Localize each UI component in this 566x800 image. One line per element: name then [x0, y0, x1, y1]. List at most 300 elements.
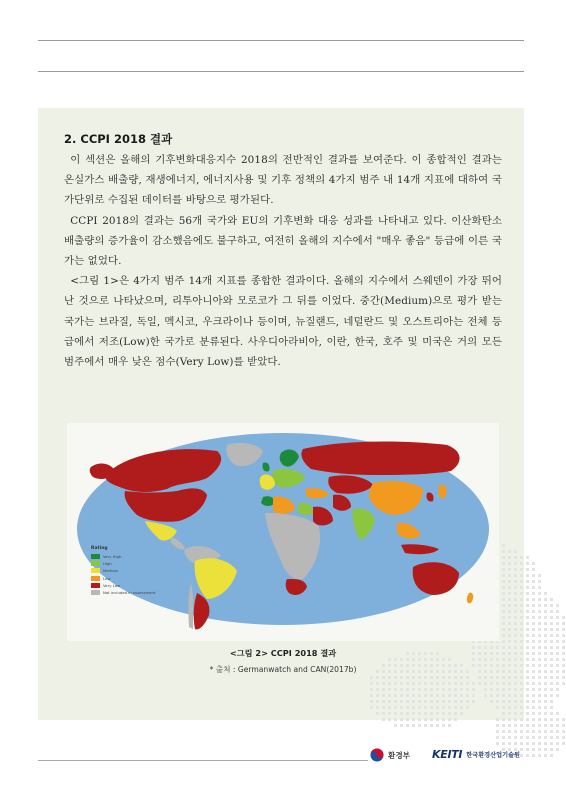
decorative-dot: [550, 682, 553, 685]
decorative-dot: [442, 694, 445, 697]
decorative-dot: [442, 700, 445, 703]
decorative-dot: [520, 628, 523, 631]
decorative-dot: [562, 634, 565, 637]
decorative-dot: [526, 574, 529, 577]
decorative-dot: [418, 700, 421, 703]
decorative-dot: [538, 574, 541, 577]
decorative-dot: [508, 616, 511, 619]
decorative-dot: [454, 688, 457, 691]
decorative-dot: [382, 682, 385, 685]
decorative-dot: [502, 724, 505, 727]
legend-item: [91, 567, 175, 574]
decorative-dot: [520, 682, 523, 685]
decorative-dot: [514, 712, 517, 715]
decorative-dot: [496, 736, 499, 739]
decorative-dot: [388, 712, 391, 715]
decorative-dot: [562, 616, 565, 619]
decorative-dot: [502, 580, 505, 583]
taegeuk-emblem-icon: [370, 748, 384, 762]
decorative-dot: [556, 622, 559, 625]
decorative-dot: [520, 592, 523, 595]
decorative-dot: [562, 628, 565, 631]
legend-item: [91, 589, 175, 596]
decorative-dot: [394, 700, 397, 703]
decorative-dot: [472, 700, 475, 703]
decorative-dot: [430, 712, 433, 715]
decorative-dot: [436, 712, 439, 715]
decorative-dot: [556, 718, 559, 721]
decorative-dot: [406, 676, 409, 679]
decorative-dot: [538, 748, 541, 751]
decorative-dot: [496, 718, 499, 721]
decorative-dot: [418, 724, 421, 727]
decorative-dot: [502, 568, 505, 571]
decorative-dot: [550, 610, 553, 613]
decorative-dot: [526, 754, 529, 757]
decorative-dot: [442, 724, 445, 727]
decorative-dot: [532, 604, 535, 607]
decorative-dot: [382, 694, 385, 697]
decorative-dot: [532, 640, 535, 643]
decorative-dot: [538, 628, 541, 631]
decorative-dot: [562, 736, 565, 739]
decorative-dot: [532, 598, 535, 601]
decorative-dot: [370, 688, 373, 691]
decorative-dot: [376, 712, 379, 715]
decorative-dot: [460, 700, 463, 703]
world-map-graphic: [67, 423, 499, 641]
decorative-dot: [520, 712, 523, 715]
decorative-dot: [466, 676, 469, 679]
header-rule-bottom: [38, 71, 524, 72]
keiti-logo: [432, 748, 520, 761]
decorative-dot: [448, 676, 451, 679]
decorative-dot: [460, 688, 463, 691]
decorative-dot: [508, 610, 511, 613]
decorative-dot: [556, 682, 559, 685]
decorative-dot: [454, 712, 457, 715]
decorative-dot: [478, 682, 481, 685]
decorative-dot: [490, 694, 493, 697]
decorative-dot: [454, 676, 457, 679]
decorative-dot: [454, 694, 457, 697]
decorative-dot: [448, 688, 451, 691]
decorative-dot: [520, 718, 523, 721]
decorative-dot: [526, 700, 529, 703]
decorative-dot: [514, 580, 517, 583]
decorative-dot: [544, 718, 547, 721]
decorative-dot: [532, 688, 535, 691]
decorative-dot: [502, 556, 505, 559]
decorative-dot: [400, 676, 403, 679]
decorative-dot: [514, 562, 517, 565]
paragraph-2: CCPI 2018의 결과는 56개 국가와 EU의 기후변화 대응 성과를 나타내고 있다. 이산화탄소 배출량의 증가율이 감소했음에도 불구하고, 여전히 올해의 지수에서 "매우 좋음" 등급에 이른 국가는 없었다.: [64, 214, 502, 268]
decorative-dot: [544, 676, 547, 679]
decorative-dot: [430, 700, 433, 703]
decorative-dot: [556, 694, 559, 697]
decorative-dot: [502, 586, 505, 589]
decorative-dot: [544, 592, 547, 595]
decorative-dot: [520, 586, 523, 589]
decorative-dot: [538, 604, 541, 607]
decorative-dot: [508, 574, 511, 577]
decorative-dot: [388, 694, 391, 697]
decorative-dot: [496, 688, 499, 691]
decorative-dot: [406, 724, 409, 727]
decorative-dot: [430, 706, 433, 709]
decorative-dot: [520, 562, 523, 565]
decorative-dot: [514, 616, 517, 619]
decorative-dot: [424, 682, 427, 685]
decorative-dot: [544, 616, 547, 619]
decorative-dot: [526, 556, 529, 559]
decorative-dot: [418, 712, 421, 715]
decorative-dot: [466, 700, 469, 703]
decorative-dot: [520, 598, 523, 601]
decorative-dot: [538, 742, 541, 745]
decorative-dot: [502, 550, 505, 553]
decorative-dot: [514, 700, 517, 703]
decorative-dot: [370, 694, 373, 697]
decorative-dot: [544, 700, 547, 703]
decorative-dot: [520, 622, 523, 625]
decorative-dot: [370, 676, 373, 679]
decorative-dot: [502, 694, 505, 697]
decorative-dot: [418, 706, 421, 709]
decorative-dot: [400, 718, 403, 721]
legend-label: Not included in assessment: [103, 590, 156, 596]
decorative-dot: [406, 694, 409, 697]
decorative-dot: [514, 676, 517, 679]
decorative-dot: [406, 682, 409, 685]
decorative-dot: [478, 676, 481, 679]
decorative-dot: [556, 616, 559, 619]
decorative-dot: [394, 712, 397, 715]
decorative-dot: [430, 694, 433, 697]
decorative-dot: [394, 706, 397, 709]
decorative-dot: [556, 724, 559, 727]
decorative-dot: [544, 754, 547, 757]
decorative-dot: [376, 706, 379, 709]
decorative-dot: [532, 700, 535, 703]
decorative-dot: [544, 688, 547, 691]
decorative-dot: [514, 682, 517, 685]
legend-label: Very High: [103, 554, 122, 560]
decorative-dot: [532, 592, 535, 595]
legend-swatch-medium: [91, 568, 100, 573]
decorative-dot: [514, 568, 517, 571]
decorative-dot: [400, 688, 403, 691]
decorative-dot: [550, 718, 553, 721]
decorative-dot: [520, 676, 523, 679]
decorative-dot: [550, 598, 553, 601]
decorative-dot: [496, 682, 499, 685]
decorative-dot: [550, 724, 553, 727]
decorative-dot: [544, 622, 547, 625]
section-title: 2. CCPI 2018 결과: [64, 132, 173, 146]
decorative-dot: [544, 742, 547, 745]
decorative-dot: [400, 682, 403, 685]
decorative-dot: [532, 682, 535, 685]
decorative-dot: [556, 742, 559, 745]
decorative-dot: [388, 700, 391, 703]
decorative-dot: [394, 724, 397, 727]
decorative-dot: [466, 688, 469, 691]
decorative-dot: [460, 712, 463, 715]
decorative-dot: [532, 712, 535, 715]
decorative-dot: [514, 622, 517, 625]
legend-item: [91, 582, 175, 589]
decorative-dot: [556, 610, 559, 613]
legend-label: Medium: [103, 568, 119, 574]
decorative-dot: [412, 706, 415, 709]
decorative-dot: [388, 706, 391, 709]
ccpi-world-map: [67, 423, 499, 641]
decorative-dot: [544, 724, 547, 727]
decorative-dot: [508, 694, 511, 697]
decorative-dot: [370, 706, 373, 709]
decorative-dot: [544, 628, 547, 631]
decorative-dot: [442, 718, 445, 721]
decorative-dot: [424, 724, 427, 727]
decorative-dot: [538, 694, 541, 697]
decorative-dot: [502, 628, 505, 631]
decorative-dot: [508, 556, 511, 559]
decorative-dot: [562, 742, 565, 745]
decorative-dot: [382, 688, 385, 691]
decorative-dot: [466, 682, 469, 685]
decorative-dot: [532, 724, 535, 727]
decorative-dot: [394, 718, 397, 721]
decorative-dot: [430, 676, 433, 679]
legend-item: [91, 575, 175, 582]
decorative-dot: [502, 616, 505, 619]
decorative-dot: [526, 640, 529, 643]
decorative-dot: [382, 700, 385, 703]
decorative-dot: [508, 604, 511, 607]
decorative-dot: [412, 682, 415, 685]
decorative-dot: [484, 676, 487, 679]
decorative-dot: [466, 694, 469, 697]
decorative-dot: [550, 712, 553, 715]
country-new-zealand: [467, 593, 473, 604]
decorative-dot: [448, 682, 451, 685]
decorative-dot: [520, 568, 523, 571]
keiti-name: 한국환경산업기술원: [466, 752, 521, 759]
decorative-dot: [526, 568, 529, 571]
decorative-dot: [520, 688, 523, 691]
decorative-dot: [508, 562, 511, 565]
decorative-dot: [508, 682, 511, 685]
decorative-dot: [538, 706, 541, 709]
decorative-dot: [448, 712, 451, 715]
decorative-dot: [526, 742, 529, 745]
decorative-dot: [514, 628, 517, 631]
decorative-dot: [532, 718, 535, 721]
decorative-dot: [502, 598, 505, 601]
decorative-dot: [514, 718, 517, 721]
decorative-dot: [544, 598, 547, 601]
decorative-dot: [508, 700, 511, 703]
decorative-dot: [550, 754, 553, 757]
decorative-dot: [526, 592, 529, 595]
decorative-dot: [424, 718, 427, 721]
decorative-dot: [508, 580, 511, 583]
decorative-dot: [532, 706, 535, 709]
decorative-dot: [514, 574, 517, 577]
decorative-dot: [502, 700, 505, 703]
decorative-dot: [418, 682, 421, 685]
decorative-dot: [442, 682, 445, 685]
decorative-dot: [400, 706, 403, 709]
decorative-dot: [508, 550, 511, 553]
decorative-dot: [502, 634, 505, 637]
decorative-dot: [448, 724, 451, 727]
decorative-dot: [412, 700, 415, 703]
decorative-dot: [544, 640, 547, 643]
decorative-dot: [508, 718, 511, 721]
decorative-dot: [514, 610, 517, 613]
decorative-dot: [406, 718, 409, 721]
decorative-dot: [544, 604, 547, 607]
decorative-dot: [520, 610, 523, 613]
decorative-dot: [436, 676, 439, 679]
decorative-dot: [472, 694, 475, 697]
decorative-dot: [514, 730, 517, 733]
decorative-dot: [472, 682, 475, 685]
decorative-dot: [514, 592, 517, 595]
decorative-dot: [526, 730, 529, 733]
decorative-dot: [538, 682, 541, 685]
legend-label: Low: [103, 575, 111, 581]
decorative-dot: [424, 676, 427, 679]
decorative-dot: [514, 724, 517, 727]
decorative-dot: [538, 718, 541, 721]
decorative-dot: [436, 706, 439, 709]
decorative-dot: [562, 676, 565, 679]
decorative-dot: [538, 616, 541, 619]
decorative-dot: [484, 694, 487, 697]
decorative-dot: [460, 676, 463, 679]
decorative-dot: [544, 682, 547, 685]
ministry-name: 환경부: [388, 750, 411, 760]
decorative-dot: [550, 688, 553, 691]
legend-swatch-very-low: [91, 583, 100, 588]
decorative-dot: [508, 586, 511, 589]
decorative-dot: [550, 730, 553, 733]
decorative-dot: [526, 604, 529, 607]
decorative-dot: [502, 622, 505, 625]
legend-label: Very Low: [103, 582, 121, 588]
decorative-dot: [502, 592, 505, 595]
decorative-dot: [490, 676, 493, 679]
decorative-dot: [448, 700, 451, 703]
decorative-dot: [514, 694, 517, 697]
decorative-dot: [436, 694, 439, 697]
decorative-dot: [430, 682, 433, 685]
decorative-dot: [490, 682, 493, 685]
decorative-dot: [544, 712, 547, 715]
decorative-dot: [460, 694, 463, 697]
decorative-dot: [556, 712, 559, 715]
decorative-dot: [442, 712, 445, 715]
decorative-dot: [430, 688, 433, 691]
decorative-dot: [502, 640, 505, 643]
decorative-dot: [538, 598, 541, 601]
decorative-dot: [376, 700, 379, 703]
decorative-dot: [550, 676, 553, 679]
paragraph-3: <그림 1>은 4가지 범주 14개 지표를 종합한 결과이다. 올해의 지수에서 스웨덴이 가장 뛰어난 것으로 나타났으며, 리투아니아와 모로코가 그 뒤를 이었다. 중간(Medium)으로 평가 받는 국가는 브라질, 독일, 멕시코, 우크라이나 등이며, 뉴질랜드, 네덜란드 및 오스트리아는 전체 등급에서 저조(Low)한 국가로 분류된다. 사우디아라비아, 이란, 한국, 호주 및 미국은 거의 모든 범주에서 매우 낮은 점수(Very Low)를 받았다.: [64, 275, 502, 369]
decorative-dot: [526, 748, 529, 751]
map-legend: [91, 546, 175, 596]
decorative-dot: [430, 718, 433, 721]
decorative-dot: [442, 706, 445, 709]
decorative-dot: [532, 634, 535, 637]
decorative-dot: [502, 562, 505, 565]
decorative-dot: [502, 604, 505, 607]
decorative-dot: [418, 718, 421, 721]
decorative-dot: [502, 742, 505, 745]
decorative-dot: [550, 736, 553, 739]
decorative-dot: [532, 676, 535, 679]
decorative-dot: [538, 754, 541, 757]
decorative-dot: [376, 688, 379, 691]
decorative-dot: [556, 730, 559, 733]
decorative-dot: [526, 634, 529, 637]
decorative-dot: [526, 682, 529, 685]
decorative-dot: [418, 694, 421, 697]
decorative-dot: [448, 718, 451, 721]
decorative-dot: [532, 754, 535, 757]
decorative-dot: [526, 598, 529, 601]
decorative-dot: [526, 610, 529, 613]
decorative-dot: [514, 688, 517, 691]
decorative-dot: [376, 676, 379, 679]
paragraph-1: 이 섹션은 올해의 기후변화대응지수 2018의 전반적인 결과를 보여준다. 이 종합적인 결과는 온실가스 배출량, 재생에너지, 에너지사용 및 기후 정책의 4가지 범주 내 14개 지표에 대하여 국가단위로 수집된 데이터를 바탕으로 평가된다.: [64, 154, 502, 207]
decorative-dot: [526, 676, 529, 679]
decorative-dot: [538, 724, 541, 727]
decorative-dot: [544, 748, 547, 751]
decorative-dot: [454, 700, 457, 703]
decorative-dot: [550, 742, 553, 745]
decorative-dot: [412, 694, 415, 697]
decorative-dot: [526, 628, 529, 631]
decorative-dot: [496, 730, 499, 733]
decorative-dot: [550, 694, 553, 697]
decorative-dot: [502, 712, 505, 715]
legend-swatch-low: [91, 576, 100, 581]
ministry-of-environment-logo: [370, 748, 410, 762]
decorative-dot: [520, 640, 523, 643]
decorative-dot: [538, 712, 541, 715]
decorative-dot: [520, 616, 523, 619]
decorative-dot: [520, 742, 523, 745]
decorative-dot: [544, 610, 547, 613]
decorative-dot: [556, 688, 559, 691]
legend-label: High: [103, 561, 112, 567]
decorative-dot: [520, 694, 523, 697]
decorative-dot: [508, 712, 511, 715]
decorative-dot: [502, 676, 505, 679]
decorative-dot: [562, 682, 565, 685]
decorative-dot: [508, 730, 511, 733]
decorative-dot: [544, 694, 547, 697]
decorative-dot: [484, 688, 487, 691]
decorative-dot: [496, 742, 499, 745]
keiti-wordmark: KEITI: [432, 748, 463, 761]
decorative-dot: [532, 694, 535, 697]
decorative-dot: [538, 610, 541, 613]
